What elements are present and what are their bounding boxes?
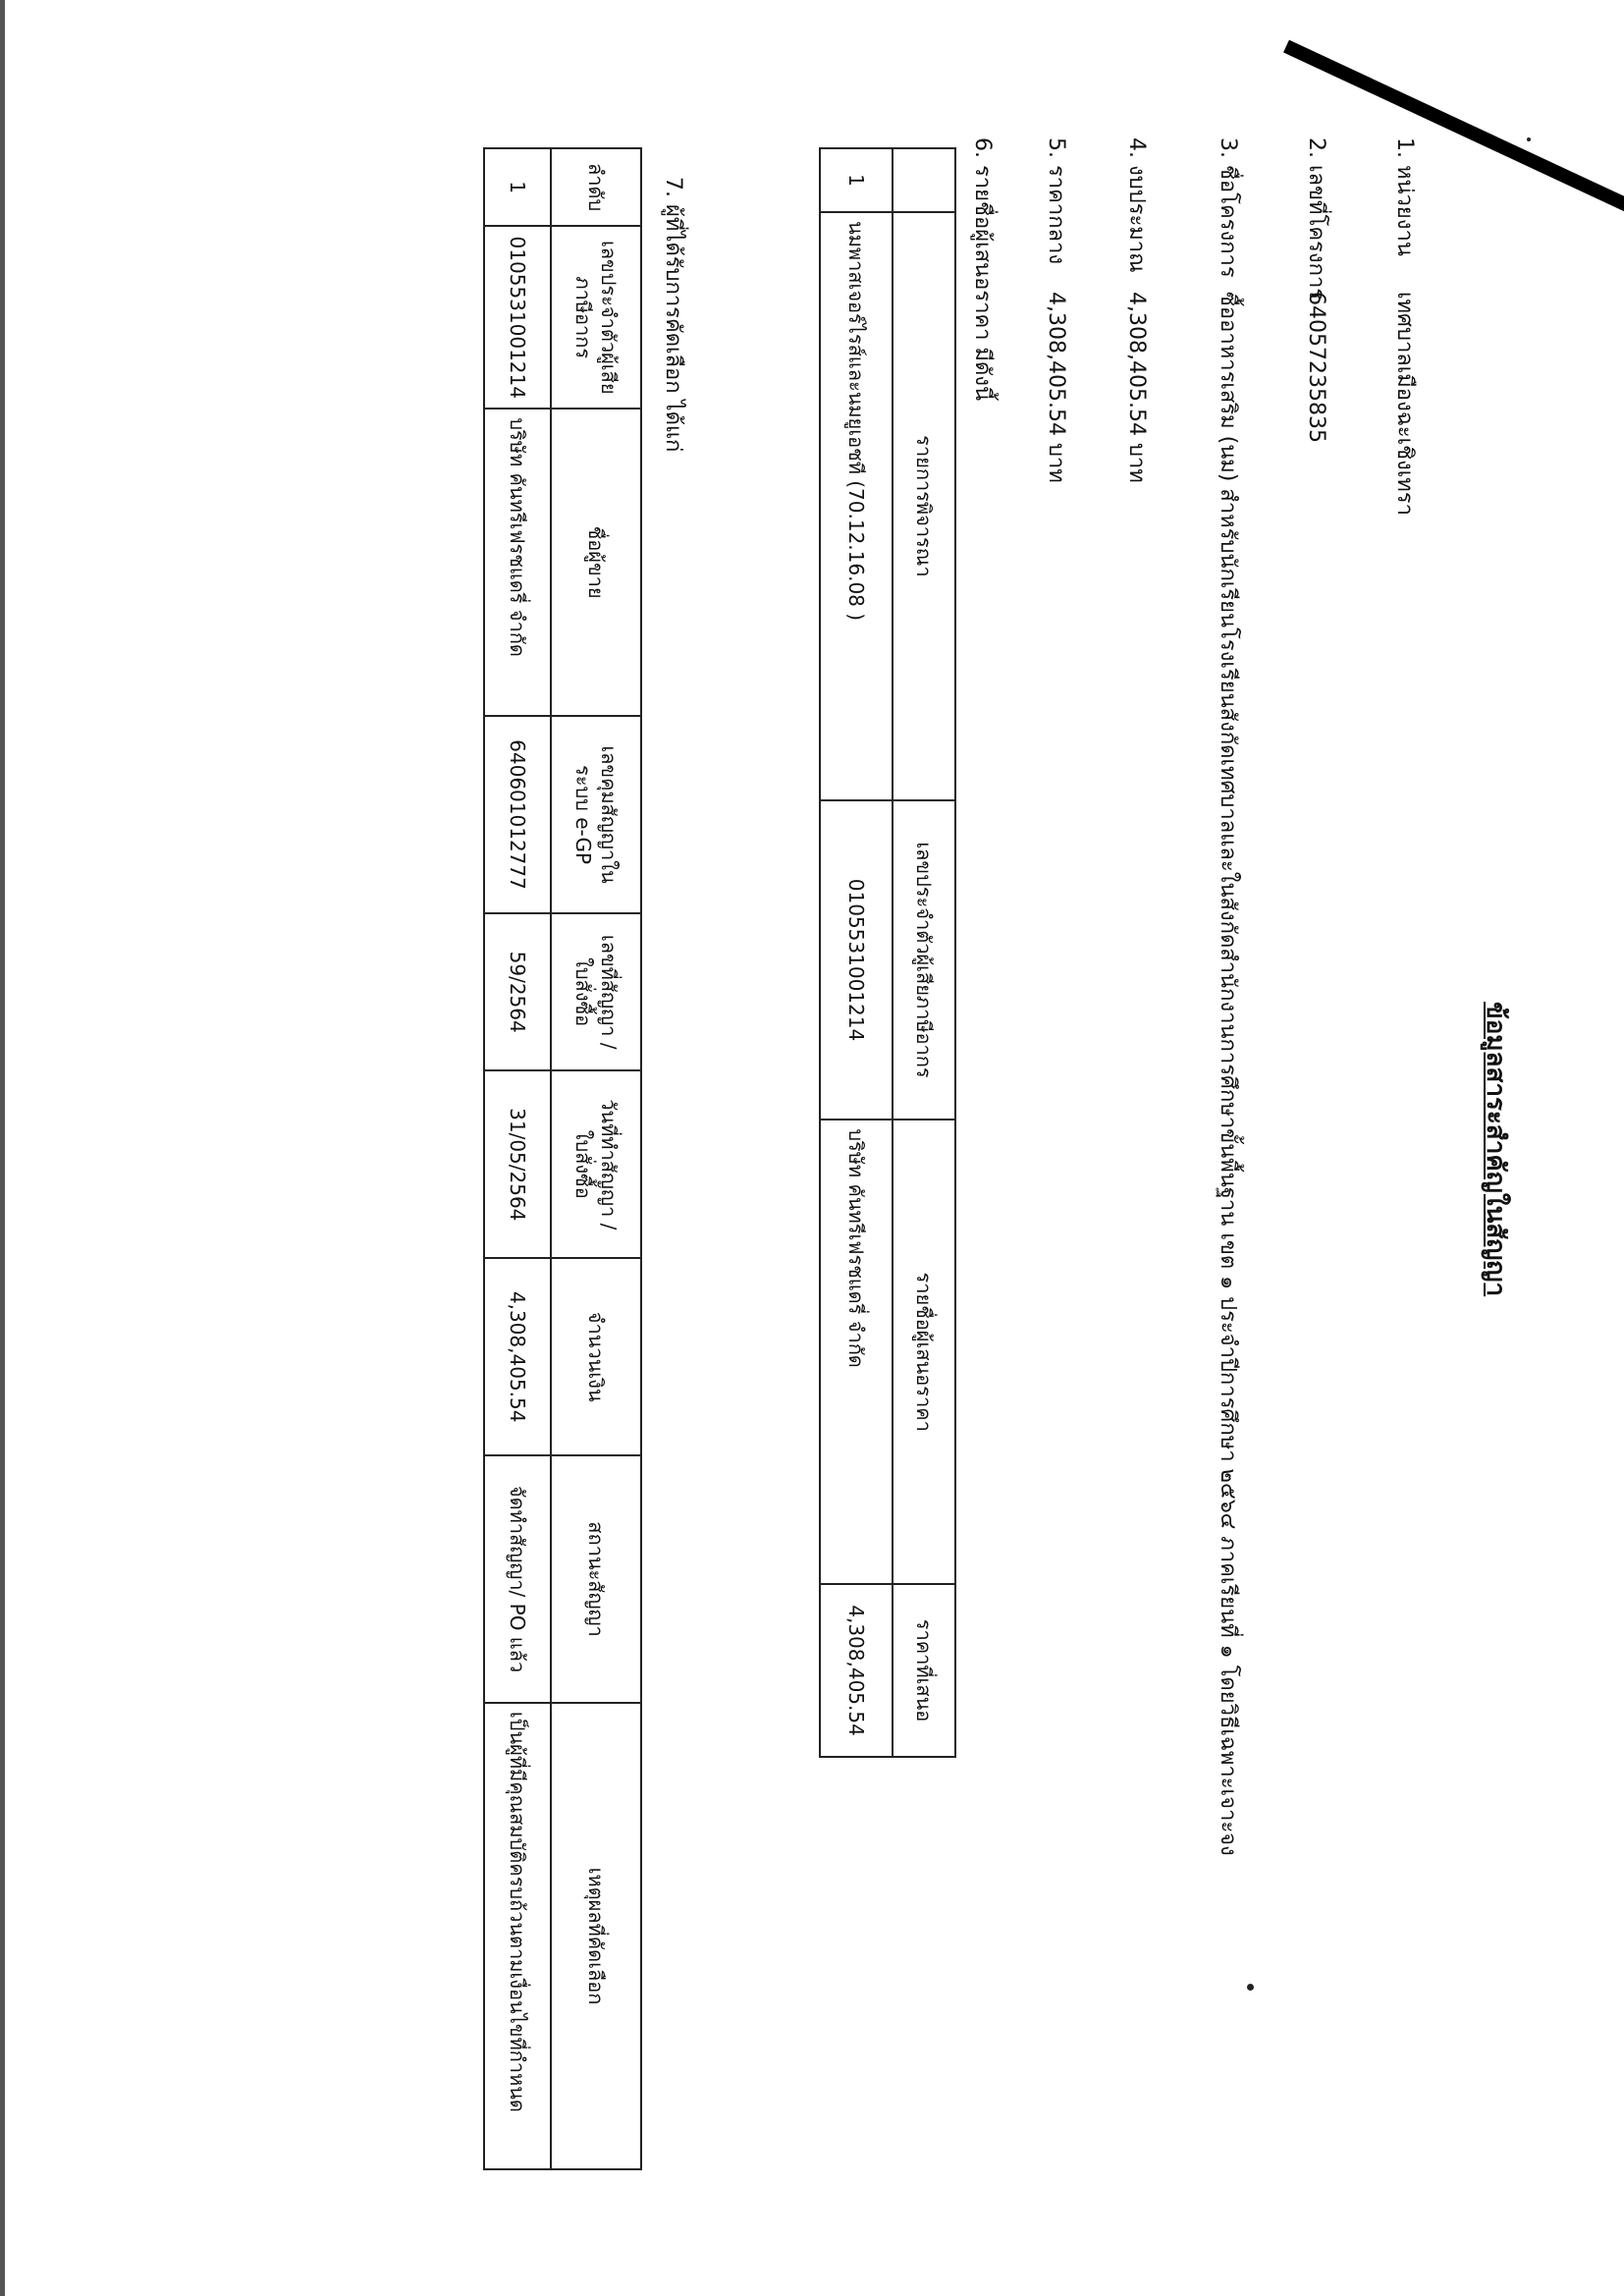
bidders-table bbox=[819, 147, 956, 1758]
header-cell: เลขคุมสัญญาในระบบ e-GP bbox=[551, 716, 641, 913]
item-label: 6. รายชื่อผู้เสนอราคา มีดังนี้ bbox=[970, 137, 995, 402]
item-value: 64057235835 bbox=[1304, 292, 1328, 443]
item-value: ซื้ออาหารเสริม (นม) สำหรับนักเรียนโรงเรียนสังกัดเทศบาลและในสังกัดสำนักงานการศึกษาขั้นพื้นฐาน เขต ๑ ประจำปีการศึกษา ๒๕๖๔ ภาคเรียนที่ ๑ โดยวิธีเฉพาะเจาะจง bbox=[1216, 292, 1240, 1856]
item-label: 1. หน่วยงาน bbox=[1392, 137, 1417, 256]
header-cell: จำนวนเงิน bbox=[551, 1258, 641, 1455]
item-agency bbox=[1388, 137, 1423, 516]
winner-table bbox=[483, 147, 642, 2170]
table-cell: บริษัท คันทรีเฟรชแดรี่ จำกัด bbox=[484, 409, 551, 716]
item-bidders-heading bbox=[966, 137, 1001, 401]
item-median-price bbox=[1040, 137, 1074, 483]
item-value: 4,308,405.54 บาท bbox=[1124, 292, 1149, 483]
item-label: 2. เลขที่โครงการ bbox=[1304, 137, 1328, 301]
item-value: 4,308,405.54 บาท bbox=[1044, 292, 1068, 483]
table-cell: บริษัท คันทรีเฟรชแดรี่ จำกัด bbox=[820, 1120, 893, 1584]
winner-heading: 7. ผู้ที่ได้รับการคัดเลือก ได้แก่ bbox=[661, 177, 685, 453]
item-label: 3. ชื่อโครงการ bbox=[1216, 137, 1240, 278]
table-cell: 0105531001214 bbox=[484, 226, 551, 409]
table-cell: 59/2564 bbox=[484, 913, 551, 1070]
header-cell: เลขประจำตัวผู้เสียภาษีอากร bbox=[893, 800, 955, 1121]
header-cell: รายชื่อผู้เสนอราคา bbox=[893, 1120, 955, 1584]
header-cell: เหตุผลที่คัดเลือก bbox=[551, 1703, 641, 2169]
header-cell: รายการพิจารณา bbox=[893, 212, 955, 800]
document-title: ข้อมูลสาระสำคัญในสัญญา bbox=[1481, 1002, 1510, 1297]
header-cell: เลขที่สัญญา / ใบสั่งซื้อ bbox=[551, 913, 641, 1070]
table-header-row bbox=[551, 148, 641, 2169]
header-cell: ราคาที่เสนอ bbox=[893, 1584, 955, 1757]
table-cell: จัดทำสัญญา/ PO แล้ว bbox=[484, 1455, 551, 1703]
table-cell: 1 bbox=[484, 148, 551, 226]
header-cell bbox=[893, 148, 955, 212]
header-cell: สถานะสัญญา bbox=[551, 1455, 641, 1703]
table-cell: 0105531001214 bbox=[820, 800, 893, 1121]
table-cell: 4,308,405.54 bbox=[484, 1258, 551, 1455]
header-cell: เลขประจำตัวผู้เสียภาษีอากร bbox=[551, 226, 641, 409]
table-cell: 1 bbox=[820, 148, 893, 212]
header-cell: ลำดับ bbox=[551, 148, 641, 226]
item-label: 5. ราคากลาง bbox=[1044, 137, 1068, 265]
table-row bbox=[484, 148, 551, 2169]
table-cell: นมพาสเจอร์ไรส์และนมยูเอชที (70.12.16.08 ) bbox=[820, 212, 893, 800]
table-cell: 4,308,405.54 bbox=[820, 1584, 893, 1757]
item-label: 4. งบประมาณ bbox=[1124, 137, 1149, 273]
item-project-number bbox=[1300, 137, 1334, 443]
item-value: เทศบาลเมืองฉะเชิงเทรา bbox=[1392, 292, 1417, 516]
table-row bbox=[820, 148, 893, 1757]
table-cell: 31/05/2564 bbox=[484, 1070, 551, 1258]
table-header-row bbox=[893, 148, 955, 1757]
header-cell: วันที่ทำสัญญา / ใบสั่งซื้อ bbox=[551, 1070, 641, 1258]
table-cell: เป็นผู้ที่มีคุณสมบัติครบถ้วนตามเงื่อนไขที่กำหนด bbox=[484, 1703, 551, 2169]
header-cell: ชื่อผู้ขาย bbox=[551, 409, 641, 716]
table-cell: 640601012777 bbox=[484, 716, 551, 913]
item-project-name bbox=[1212, 137, 1246, 1856]
item-budget bbox=[1120, 137, 1155, 483]
